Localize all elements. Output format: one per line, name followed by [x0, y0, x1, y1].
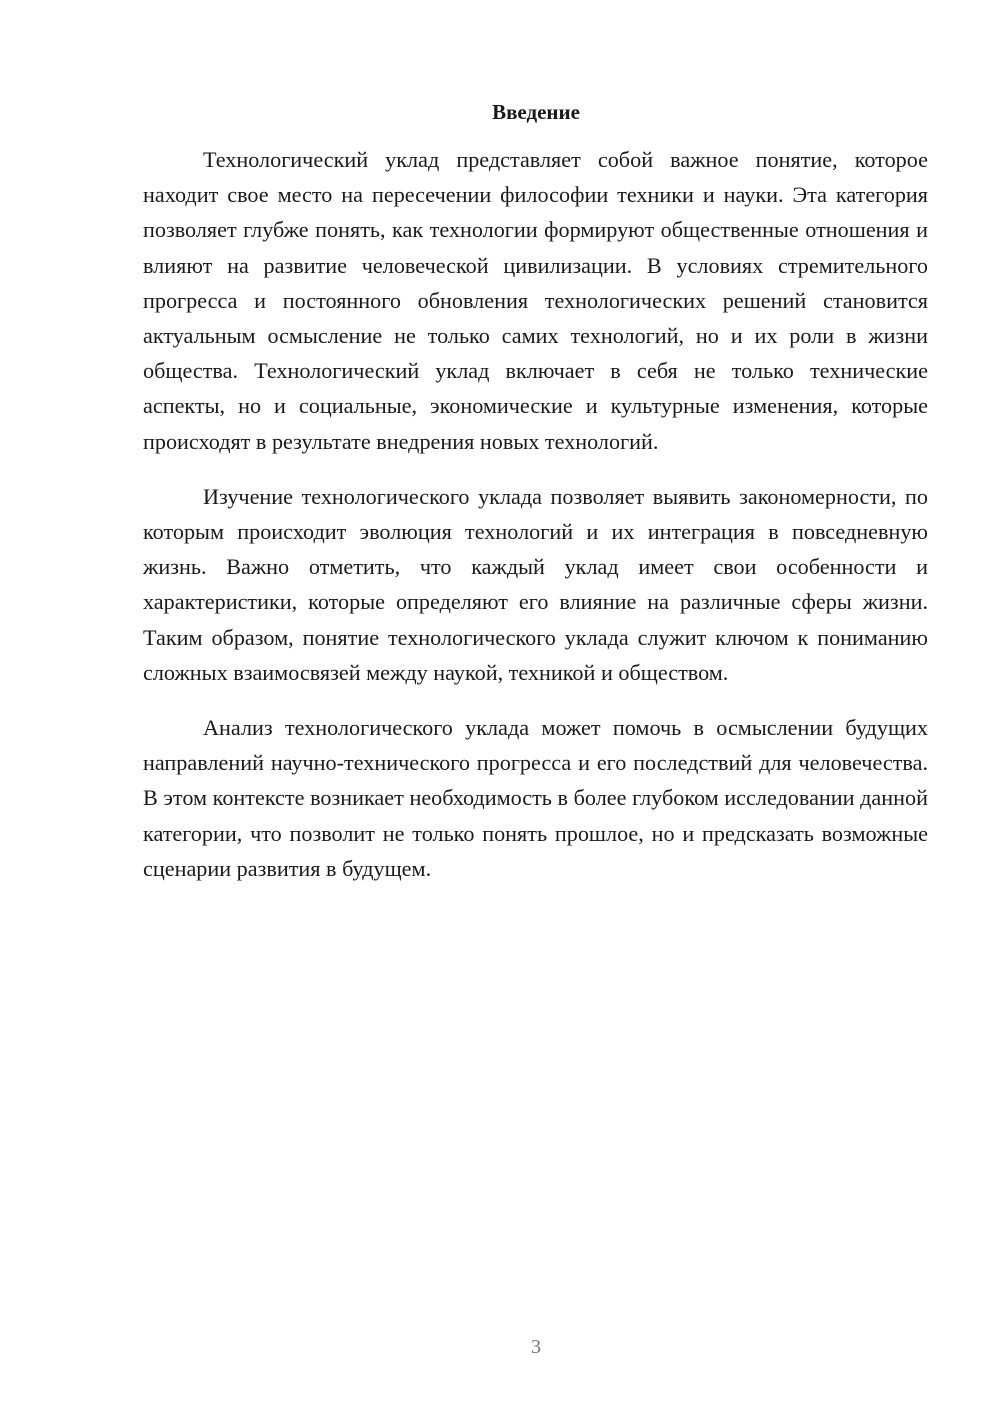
body-text [143, 142, 928, 906]
paragraph-1: Технологический уклад представляет собой важное понятие, которое находит свое место на пересечении философии техники и науки. Эта категория позволяет глубже понять, как технологии формируют общественные отношения и влияют на развитие человеческой цивилизации. В условиях стремительного прогресса и постоянного обновления технологических решений становится актуальным осмысление не только самих технологий, но и их роли в жизни общества. Технологический уклад включает в себя не только технические аспекты, но и социальные, экономические и культурные изменения, которые происходят в результате внедрения новых технологий. [143, 147, 928, 454]
section-title: Введение [492, 100, 580, 124]
page-number: 3 [531, 1336, 541, 1358]
paragraph-2: Изучение технологического уклада позволяет выявить закономерности, по которым происходит эволюция технологий и их интеграция в повседневную жизнь. Важно отметить, что каждый уклад имеет свои особенности и характеристики, которые определяют его влияние на различные сферы жизни. Таким образом, понятие технологического уклада служит ключом к пониманию сложных взаимосвязей между наукой, техникой и обществом. [143, 483, 928, 685]
paragraph-3: Анализ технологического уклада может помочь в осмыслении будущих направлений научно-технического прогресса и его последствий для человечества. В этом контексте возникает необходимость в более глубоком исследовании данной категории, что позволит не только понять прошлое, но и предсказать возможные сценарии развития в будущем. [143, 715, 928, 881]
